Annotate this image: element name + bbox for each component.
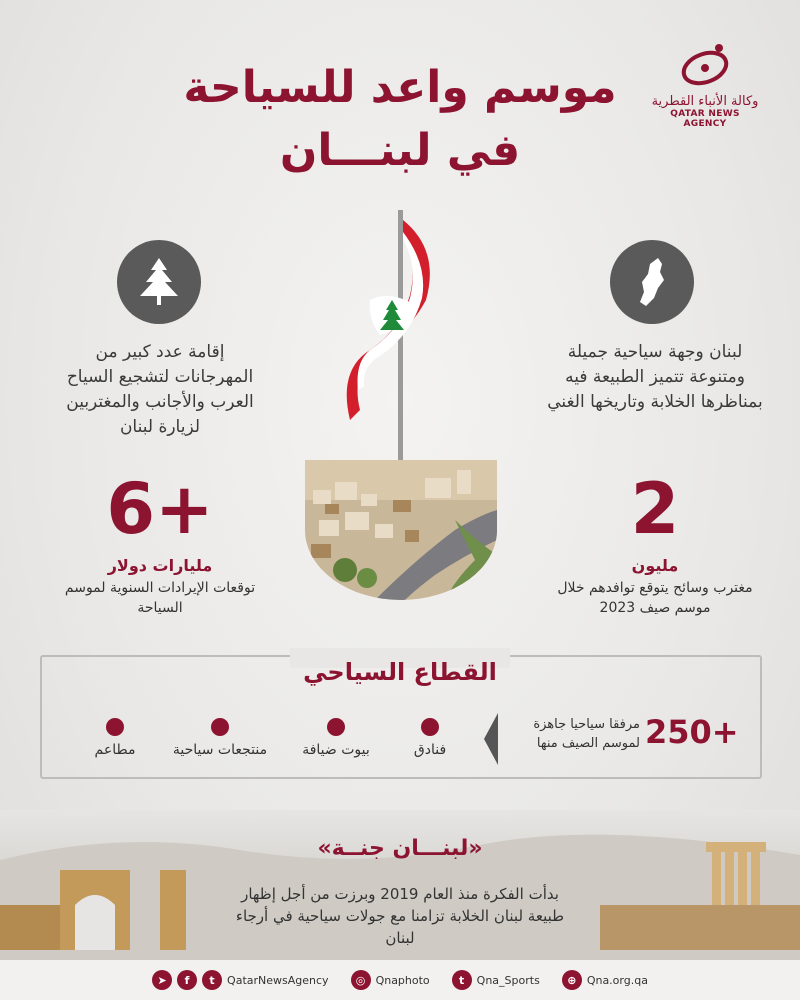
sports-handle-text: Qna_Sports <box>476 973 540 987</box>
sector-item-label: فنادق <box>413 742 447 758</box>
website-text: Qna.org.qa <box>586 973 648 987</box>
footer-sports-handle[interactable] <box>452 970 540 990</box>
left-subhead: مليارات دولار <box>107 556 213 575</box>
left-subtext: توقعات الإيرادات السنوية لموسم السياحة <box>64 580 256 616</box>
facilities-description: مرفقا سياحيا جاهزة لموسم الصيف منها <box>533 717 640 751</box>
footer-website[interactable] <box>562 970 648 990</box>
bullet-dot-icon <box>211 718 229 736</box>
cedar-tree-icon <box>117 240 201 324</box>
facebook-icon: f <box>177 970 197 990</box>
right-description: لبنان وجهة سياحية جميلة ومتنوعة تتميز الطبيعة فيه بمناظرها الخلابة وتاريخها الغني <box>547 342 763 412</box>
sector-item-guesthouses <box>276 718 396 758</box>
page-title-line2: في لبنـــان <box>279 125 521 176</box>
twitter-icon: t <box>202 970 222 990</box>
instagram-icon: ◎ <box>351 970 371 990</box>
qna-logo <box>650 40 760 129</box>
right-subhead: مليون <box>631 556 679 575</box>
footer <box>0 960 800 1000</box>
right-big-number: 2 <box>630 468 680 550</box>
agency-handle-text: QatarNewsAgency <box>227 973 329 987</box>
qna-logo-icon <box>675 40 735 90</box>
sector-item-label: منتجعات سياحية <box>172 742 268 758</box>
bullet-dot-icon <box>421 718 439 736</box>
lebanon-flag <box>340 210 460 500</box>
sector-item-resorts <box>160 718 280 758</box>
photo-handle-text: Qnaphoto <box>375 973 430 987</box>
sector-item-restaurants <box>55 718 175 758</box>
sector-item-label: مطاعم <box>94 742 136 758</box>
twitter-icon: t <box>452 970 472 990</box>
page-title-line1: موسم واعد للسياحة <box>183 62 617 113</box>
left-big-number: 6+ <box>106 468 214 550</box>
lebanon-map-icon <box>610 240 694 324</box>
lebanon-paradise-title: «لبنـــان جنــة» <box>317 836 483 861</box>
logo-arabic-text: وكالة الأنباء القطرية <box>651 94 759 109</box>
bullet-dot-icon <box>327 718 345 736</box>
city-photo <box>305 460 497 600</box>
right-subtext: مغترب وسائح يتوقع توافدهم خلال موسم صيف 2023 <box>557 580 753 616</box>
sector-item-label: بيوت ضيافة <box>302 742 370 758</box>
telegram-icon: ➤ <box>152 970 172 990</box>
sector-title: القطاع السياحي <box>303 658 497 686</box>
globe-icon: ⊕ <box>562 970 582 990</box>
facilities-count: 250+ <box>645 713 739 751</box>
lebanon-paradise-text: بدأت الفكرة منذ العام 2019 وبرزت من أجل إظهار طبيعة لبنان الخلابة تزامنا مع جولات سياحية في أرجاء لبنان <box>235 885 565 947</box>
logo-english-text: QATAR NEWS AGENCY <box>670 109 740 129</box>
footer-agency-handle[interactable] <box>152 970 329 990</box>
left-description: إقامة عدد كبير من المهرجانات لتشجيع السياح العرب والأجانب والمغتربين لزيارة لبنان <box>66 342 254 437</box>
footer-photo-handle[interactable] <box>351 970 430 990</box>
bullet-dot-icon <box>106 718 124 736</box>
